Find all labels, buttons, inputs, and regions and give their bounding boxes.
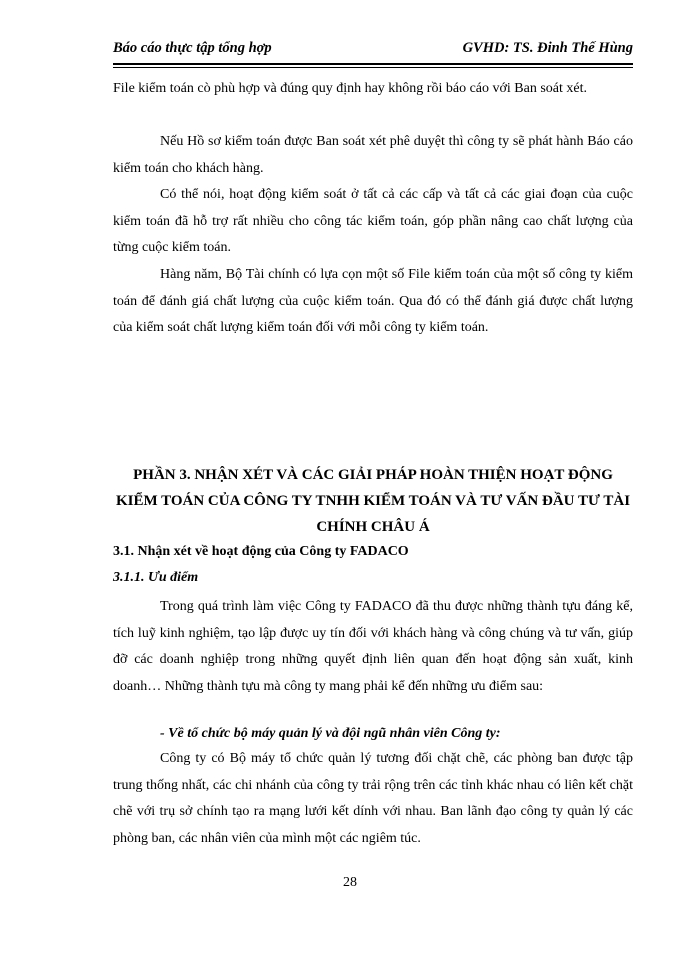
header-rule-thin [113, 67, 633, 68]
header-rule-thick [113, 63, 633, 65]
header-report-title: Báo cáo thực tập tổng hợp [113, 40, 272, 56]
paragraph-2: Nếu Hồ sơ kiểm toán được Ban soát xét phê duyệt thì công ty sẽ phát hành Báo cáo kiểm toán cho khách hàng. [113, 134, 633, 176]
paragraph-6: Công ty có Bộ máy tổ chức quản lý tương đối chặt chẽ, các phòng ban được tập trung thống nhất, các chi nhánh của công ty trải rộng trên các tỉnh khác nhau có liên kết chặt chẽ với trụ sở chính tạo ra mạng lưới kết dính với nhau. Ban lãnh đạo công ty quản lý các phòng ban, các nhân viên của mình một các ngiêm túc. [113, 751, 633, 846]
paragraph-3: Có thể nói, hoạt động kiểm soát ở tất cả các cấp và tất cả các giai đoạn của cuộc kiểm toán đã hỗ trợ rất nhiều cho công tác kiểm toán, góp phần nâng cao chất lượng của từng cuộc kiểm toán. [113, 187, 633, 255]
paragraph-1: File kiểm toán cò phù hợp và đúng quy định hay không rồi báo cáo với Ban soát xét. [113, 81, 588, 96]
header-supervisor: GVHD: TS. Đinh Thế Hùng [462, 40, 633, 56]
section-title: PHẦN 3. NHẬN XÉT VÀ CÁC GIẢI PHÁP HOÀN THIỆN HOẠT ĐỘNG KIỂM TOÁN CỦA CÔNG TY TNHH KIỂM TOÁN VÀ TƯ VẤN ĐẦU TƯ TÀI CHÍNH CHÂU Á [115, 467, 631, 535]
page-header [113, 38, 633, 60]
subsubsection-heading: 3.1.1. Ưu điểm [113, 570, 199, 585]
page-number: 28 [343, 875, 357, 890]
item-heading: - Về tổ chức bộ máy quản lý và đội ngũ nhân viên Công ty: [160, 726, 501, 741]
paragraph-4: Hàng năm, Bộ Tài chính có lựa cọn một số File kiểm toán của một số công ty kiểm toán để đánh giá chất lượng của cuộc kiểm toán. Qua đó có thể đánh giá được chất lượng của kiểm soát chất lượng kiểm toán đối với mỗi công ty kiểm toán. [113, 267, 633, 335]
subsection-heading: 3.1. Nhận xét về hoạt động của Công ty FADACO [113, 544, 409, 559]
paragraph-5: Trong quá trình làm việc Công ty FADACO đã thu được những thành tựu đáng kể, tích luỹ kinh nghiệm, tạo lập được uy tín đối với khách hàng và công chúng và tư vấn, giúp đỡ các doanh nghiệp trong những quyết định liên quan đến hoạt động sản xuất, kinh doanh… Những thành tựu mà công ty mang phải kể đến những ưu điểm sau: [113, 599, 633, 694]
